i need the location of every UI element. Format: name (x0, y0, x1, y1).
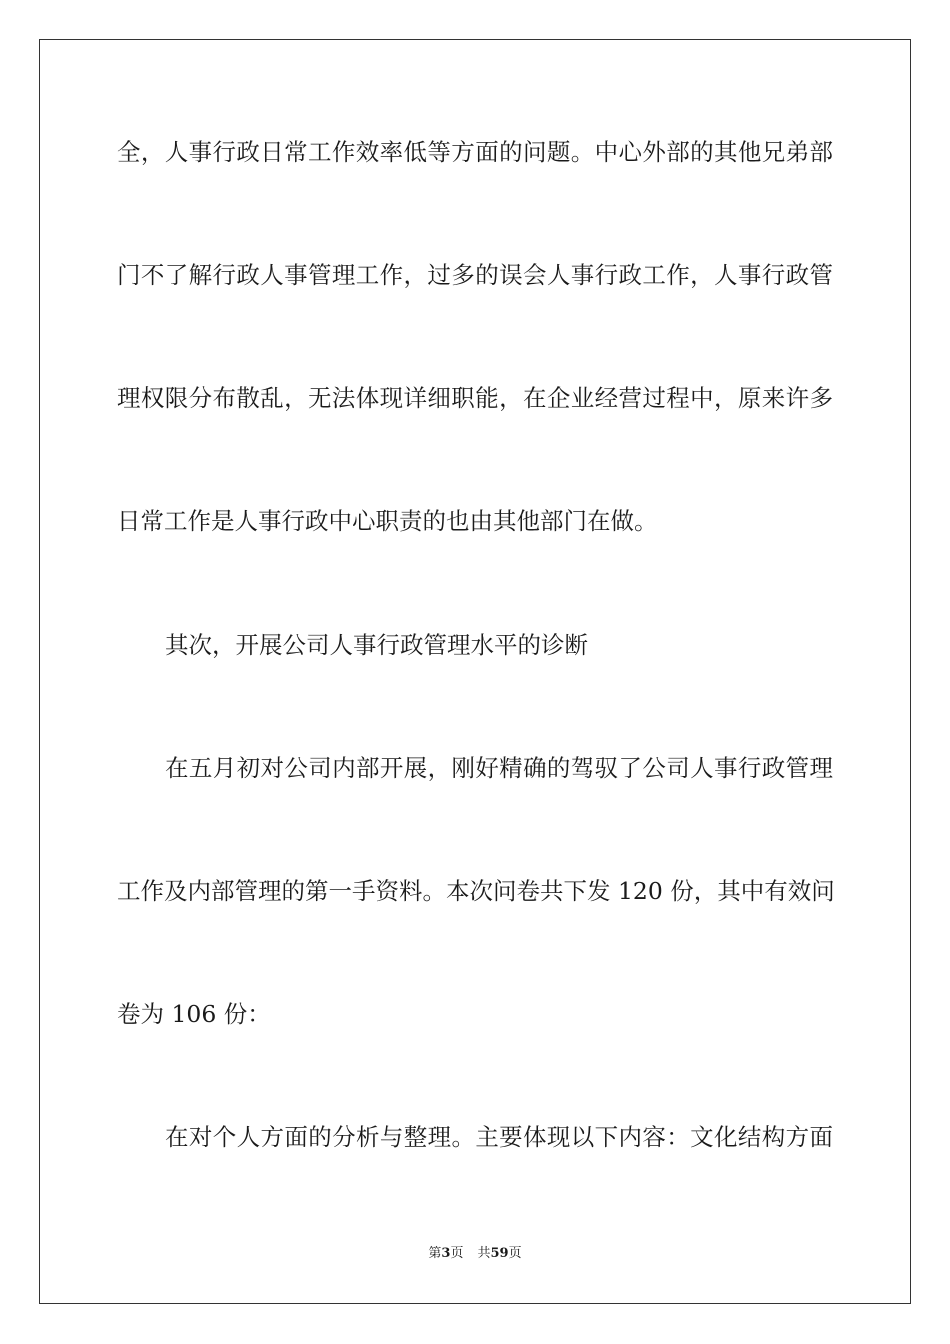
page-suffix: 页 (450, 1246, 464, 1261)
paragraph-line-9: 在对个人方面的分析与整理。主要体现以下内容：文化结构方面 (165, 1123, 833, 1151)
page-number: 3 (441, 1246, 451, 1261)
paragraph-line-3: 理权限分布散乱，无法体现详细职能，在企业经营过程中，原来许多 (117, 384, 833, 412)
total-pages: 59 (490, 1246, 509, 1261)
page-border (39, 39, 911, 1304)
paragraph-line-6: 在五月初对公司内部开展，刚好精确的驾驭了公司人事行政管理 (165, 754, 833, 782)
paragraph-line-2: 门不了解行政人事管理工作，过多的误会人事行政工作，人事行政管 (117, 261, 833, 289)
total-prefix: 共 (477, 1246, 491, 1261)
total-suffix: 页 (508, 1246, 522, 1261)
paragraph-line-1: 全，人事行政日常工作效率低等方面的问题。中心外部的其他兄弟部 (117, 138, 833, 166)
paragraph-line-7: 工作及内部管理的第一手资料。本次问卷共下发 120 份，其中有效问 (117, 877, 835, 905)
page-footer (0, 1245, 950, 1263)
paragraph-line-4: 日常工作是人事行政中心职责的也由其他部门在做。 (117, 507, 658, 535)
section-heading: 其次，开展公司人事行政管理水平的诊断 (165, 631, 588, 659)
paragraph-line-8: 卷为 106 份： (117, 1000, 271, 1028)
page-prefix: 第 (428, 1246, 442, 1261)
